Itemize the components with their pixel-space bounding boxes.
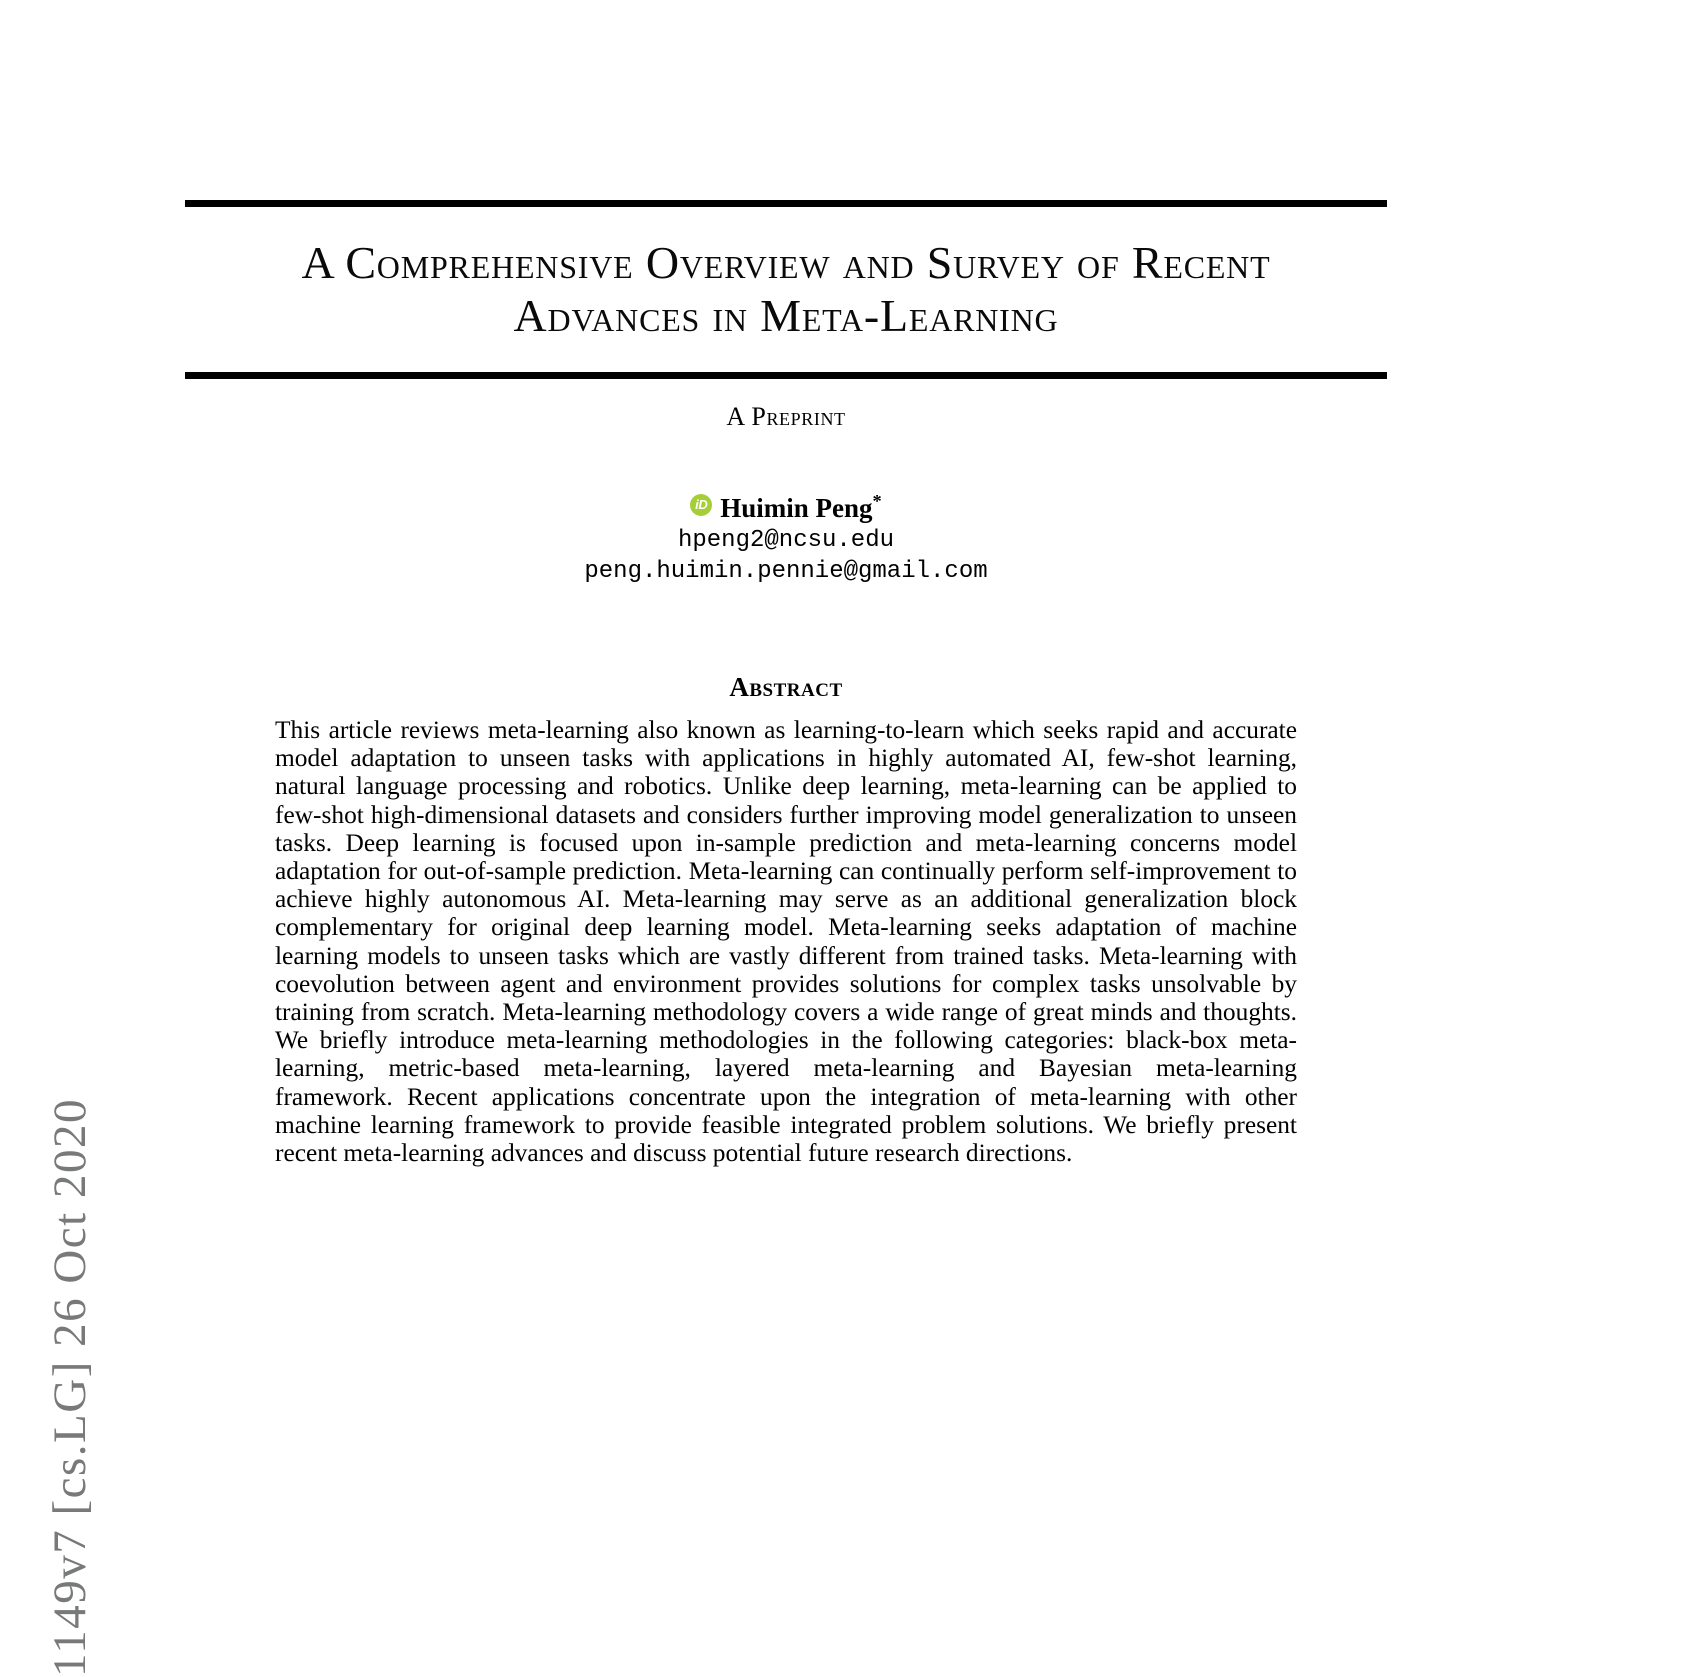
author-name-text: Huimin Peng [720,493,873,523]
author-email-primary[interactable]: hpeng2@ncsu.edu [677,527,895,554]
title-rule-bottom [185,372,1387,379]
orcid-icon[interactable]: iD [690,494,712,516]
paper-title-page [185,0,1387,1275]
author-block [185,484,1387,587]
author-line [690,484,881,525]
abstract-body: This article reviews meta-learning also known as learning-to-learn which seeks rapid and accurate model adaptation to unseen tasks with applications in highly automated AI, few-shot learning, natural language processing and robotics. Unlike deep learning, meta-learning can be applied to few-shot high-dimensional datasets and considers further improving model generalization to unseen tasks. Deep learning is focused upon in-sample prediction and meta-learning concerns model adaptation for out-of-sample prediction. Meta-learning can continually perform self-improvement to achieve highly autonomous AI. Meta-learning may serve as an additional generalization block complementary for original deep learning model. Meta-learning seeks adaptation of machine learning models to unseen tasks which are vastly different from trained tasks. Meta-learning with coevolution between agent and environment provides solutions for complex tasks unsolvable by training from scratch. Meta-learning methodology covers a wide range of great minds and thoughts. We briefly introduce meta-learning methodologies in the following categories: black-box meta-learning, metric-based meta-learning, layered meta-learning and Bayesian meta-learning framework. Recent applications concentrate upon the integration of meta-learning with other machine learning framework to provide feasible integrated problem solutions. We briefly present recent meta-learning advances and discuss potential future research directions. [275,716,1297,1168]
arxiv-stamp-text: 1149v7 [cs.LG] 26 Oct 2020 [44,1098,96,1677]
author-footnote-marker: * [872,491,882,511]
author-email-secondary[interactable]: peng.huimin.pennie@gmail.com [584,558,988,585]
title-rule-top [185,200,1387,207]
title-line-1: A Comprehensive Overview and Survey of Recent [301,237,1271,288]
arxiv-stamp [0,0,160,1677]
abstract-heading: Abstract [729,672,843,702]
title-line-2: Advances in Meta-Learning [513,290,1059,341]
page-title [185,236,1387,342]
author-name [720,484,881,525]
preprint-label: A Preprint [726,402,846,431]
